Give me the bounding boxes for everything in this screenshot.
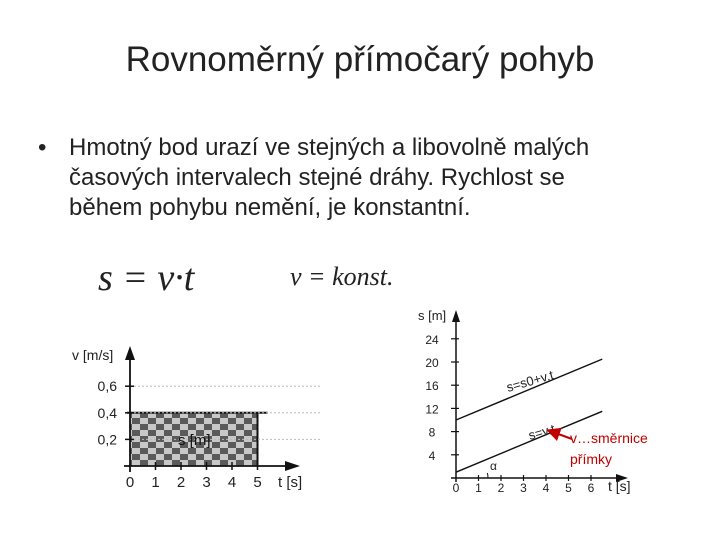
y-axis-label: s [m] <box>418 308 447 323</box>
y-tick-label: 12 <box>425 402 439 417</box>
bullet-line: Hmotný bod urazí ve stejných a libovolně malých <box>69 134 590 161</box>
y-tick-label: 0,2 <box>97 431 117 448</box>
x-axis-label: t [s] <box>278 474 303 491</box>
x-tick-label: 4 <box>542 481 550 495</box>
x-tick-label: 2 <box>176 474 186 491</box>
x-tick-label: 5 <box>253 474 262 491</box>
y-axis-arrow-icon <box>125 346 135 360</box>
bullet-dot-icon: • <box>38 134 47 161</box>
bullet-line: během pohybu nemění, je konstantní. <box>69 194 471 221</box>
formula-constant-velocity: v = konst. <box>290 262 394 291</box>
x-tick-label: 1 <box>151 474 160 491</box>
series-label-origin-line: s=v.t <box>526 421 557 443</box>
y-tick-label: 20 <box>425 356 439 370</box>
y-tick-label: 0,6 <box>97 378 117 395</box>
velocity-time-chart <box>60 340 320 500</box>
y-axis-arrow-icon <box>452 310 460 322</box>
y-axis-label: v [m/s] <box>72 347 114 363</box>
x-tick-label: 2 <box>497 481 505 495</box>
y-tick-label: 8 <box>428 425 436 440</box>
x-axis-label: t [s] <box>608 478 631 494</box>
x-tick-label: 3 <box>202 474 211 491</box>
y-tick-label: 16 <box>425 379 439 394</box>
bullet-line: časových intervalech stejné dráhy. Rychlost se <box>69 164 565 191</box>
y-tick-label: 4 <box>428 448 436 463</box>
distance-time-chart <box>400 300 660 500</box>
slide-title: Rovnoměrný přímočarý pohyb <box>125 40 595 79</box>
distance-line-offset <box>456 359 602 420</box>
bullet-text <box>69 133 697 223</box>
x-tick-label: 0 <box>125 474 135 491</box>
x-tick-label: 0 <box>452 481 460 495</box>
annotation-slope: v…směrnice <box>570 430 648 446</box>
x-tick-label: 4 <box>227 474 237 491</box>
angle-alpha-label: α <box>490 459 497 473</box>
x-axis-arrow-icon <box>285 461 300 471</box>
x-tick-label: 6 <box>587 481 595 495</box>
y-tick-label: 24 <box>425 332 439 347</box>
formula-distance: s = v·t <box>98 257 195 299</box>
series-label-offset-line: s=s0+v.t <box>504 367 556 395</box>
annotation-slope-line2: přímky <box>570 451 612 467</box>
x-tick-label: 1 <box>475 481 482 495</box>
x-tick-label: 3 <box>520 481 527 495</box>
y-tick-label: 0,4 <box>97 404 117 421</box>
area-label: s [m] <box>178 432 211 449</box>
angle-arc <box>487 473 488 478</box>
x-tick-label: 5 <box>565 481 572 495</box>
